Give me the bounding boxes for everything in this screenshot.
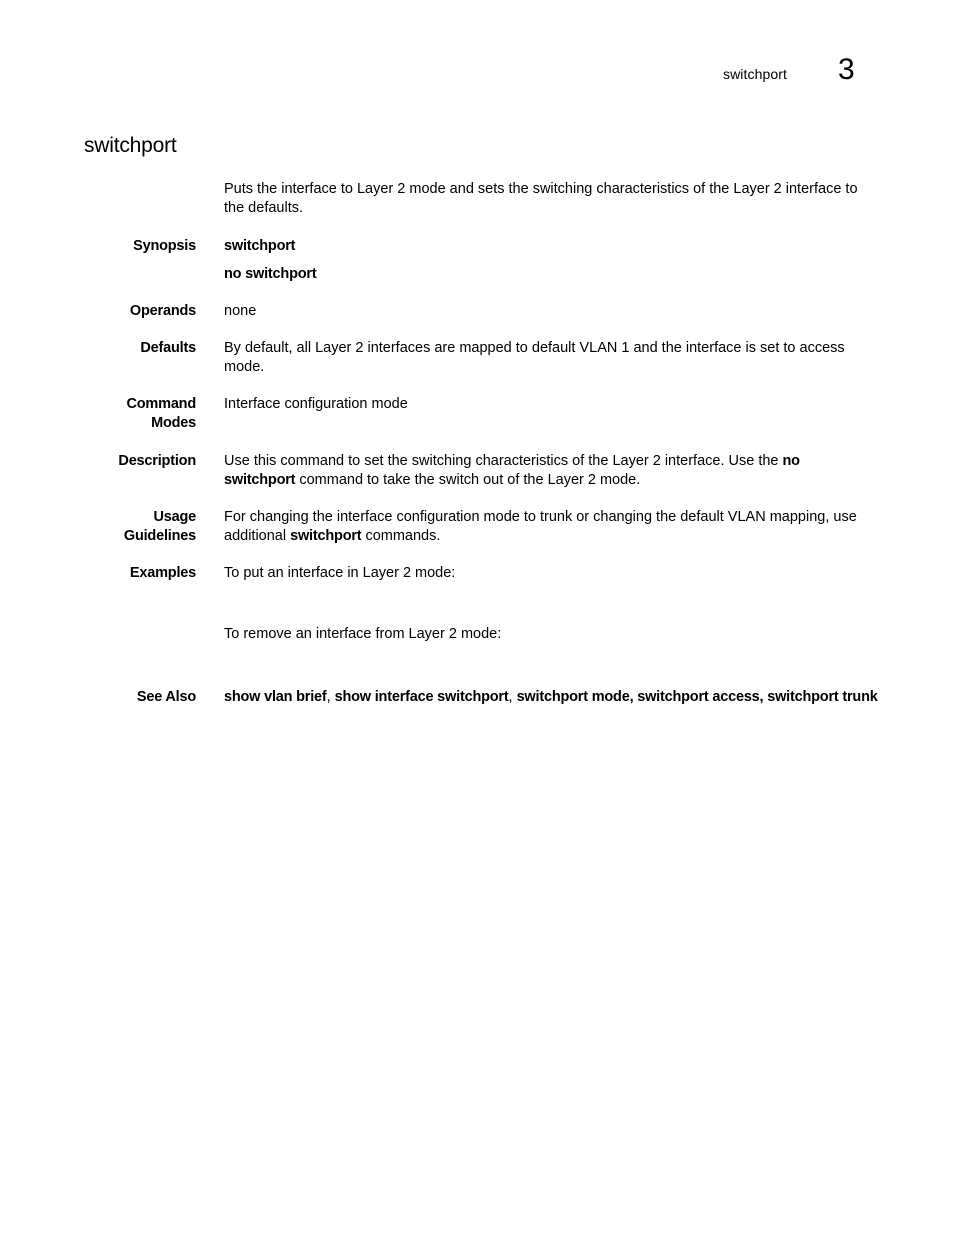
chapter-number: 3 xyxy=(838,53,855,86)
description-part1: Use this command to set the switching characteristics of the Layer 2 interface. Use the xyxy=(224,453,783,469)
see-also-link-switchport-commands[interactable]: switchport mode, switchport access, switchport trunk xyxy=(516,689,878,705)
examples-label: Examples xyxy=(129,565,196,581)
examples-text-1: To put an interface in Layer 2 mode: xyxy=(224,565,456,581)
usage-part2: commands. xyxy=(361,528,441,544)
see-also-list xyxy=(224,688,878,707)
usage-label-line1: Usage xyxy=(153,509,196,525)
command-modes-text: Interface configuration mode xyxy=(224,396,408,412)
defaults-text: By default, all Layer 2 interfaces are mapped to default VLAN 1 and the interface is set to access mode. xyxy=(224,340,845,375)
operands-label: Operands xyxy=(129,303,196,319)
defaults-label: Defaults xyxy=(140,340,196,356)
see-also-link-show-vlan-brief[interactable]: show vlan brief xyxy=(224,689,327,705)
see-also-separator: , xyxy=(326,689,335,705)
usage-label-line2: Guidelines xyxy=(123,528,196,544)
page-title: switchport xyxy=(84,134,177,157)
description-part2: command to take the switch out of the Layer 2 mode. xyxy=(295,472,641,488)
operands-text: none xyxy=(224,303,257,319)
synopsis-label: Synopsis xyxy=(133,238,196,254)
see-also-separator: , xyxy=(508,689,517,705)
running-header-section: switchport xyxy=(723,66,788,82)
see-also-link-show-interface-switchport[interactable]: show interface switchport xyxy=(334,689,509,705)
usage-label xyxy=(66,508,196,546)
command-modes-label xyxy=(66,395,196,433)
examples-text-2: To remove an interface from Layer 2 mode: xyxy=(224,626,502,642)
see-also-label: See Also xyxy=(136,689,196,705)
intro-text: Puts the interface to Layer 2 mode and sets the switching characteristics of the Layer 2 interface to the defaults. xyxy=(224,181,858,216)
description-label: Description xyxy=(118,453,196,469)
synopsis-command: switchport xyxy=(224,238,296,254)
synopsis-no-command: no switchport xyxy=(224,266,317,282)
command-modes-label-line2: Modes xyxy=(151,415,196,431)
command-modes-label-line1: Command xyxy=(126,396,196,412)
usage-command: switchport xyxy=(290,528,362,544)
usage-text xyxy=(224,508,874,546)
usage-part1: For changing the interface configuration mode to trunk or changing the default VLAN mapping, use additional xyxy=(224,509,857,544)
description-command: no switchport xyxy=(224,453,800,488)
description-text xyxy=(224,452,874,490)
